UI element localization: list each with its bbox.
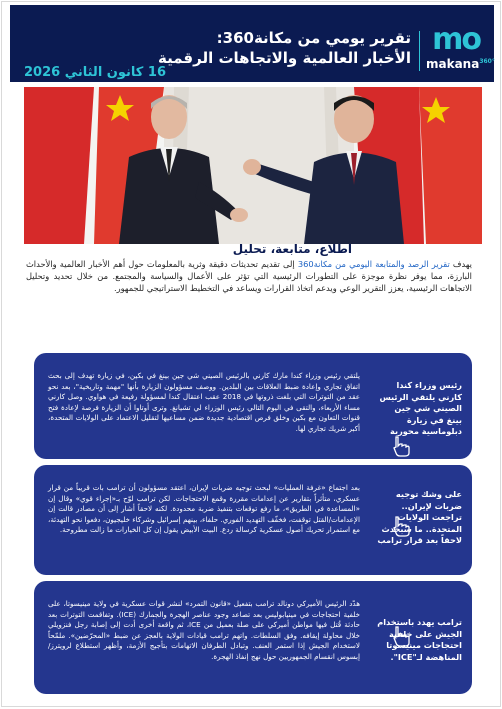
pointing-hand-icon	[392, 435, 412, 457]
news-headline: ترامب يهدد باستخدام الجيش على خلفية احتجاجات مينيسوتا المناهضة لـ"ICE".	[377, 617, 462, 662]
intro-slogan: اطلاع، متابعة، تحليل	[232, 242, 352, 256]
header-divider	[419, 31, 420, 71]
report-title: تقرير يومي من مكانة360:	[216, 29, 411, 47]
news-body: بعد اجتماع «غرفة العمليات» لبحث توجيه ضربات لإيران، اعتقد مسؤولون أن ترامب بات قريباً من قرار عسكري، متأثراً بتقارير عن إعدامات مقررة وقمع الاحتجاجات. لكن ترامب لوّح بـ«إجراء قوي» وقال إن «المساعدة في الطريق»، ما رفع توقعات بتنفيذ ضربة محدودة. لكنه لاحقاً أشار إلى أن مصادر قالت إن الإعدامات/القتل توقفت، فخفّف التهديد الفوري. حلفاء، بينهم إسرائيل وشركاء خليجيون، دفعوا نحو التهدئة، مع استمرار تحريك أصول عسكرية كرسالة ردع. البيت الأبيض يقول إن كل الخيارات ما زالت مطروحة.	[48, 483, 360, 535]
intro-highlight: تقرير الرصد والمتابعة اليومي من مكانة360	[297, 259, 450, 269]
report-page	[1, 1, 501, 707]
intro-paragraph	[26, 258, 472, 294]
logo-word: makana	[426, 57, 480, 71]
intro-text-after: إلى تقديم تحديثات دقيقة وثرية بالمعلومات حول أهم الأخبار العالمية والأحداث البارزة، مما يوفر نظرة موجزة على التطورات الرئيسية التي تؤثر على الأعمال والسياسة والمجتمع. من خلال تحديد وتحليل الاتجاهات الرئيسية، يعزز التقرير الوعي ويدعم اتخاذ القرارات ويساعد في التخطيط الاستراتيجي للجمهور.	[26, 259, 472, 293]
news-card	[34, 581, 472, 694]
news-photo	[24, 87, 482, 244]
pointing-hand-icon	[392, 625, 412, 647]
news-headline: رئيس وزراء كندا كارني يلتقي الرئيس الصيني شي جين بينغ في زيارة دبلوماسية محورية	[379, 380, 462, 436]
news-card	[34, 353, 472, 459]
news-card	[34, 465, 472, 575]
logo-mark: mo	[432, 22, 480, 57]
makana-logo	[426, 22, 495, 80]
logo-sup: 360°	[479, 58, 495, 65]
news-body: هدّد الرئيس الأميركي دونالد ترامب بتفعيل «قانون التمرد» لنشر قوات عسكرية في ولاية مينيسوتا، على خلفية احتجاجات في مينيابوليس بعد تصاعد وجود عناصر الهجرة والجمارك (ICE). وتفاقمت التوترات بعد حادثة قُتل فيها مواطن أميركي على صلة بعميل من ICE، ثم واقعة أخرى أدت إلى إصابة رجل فنزويلي خلال محاولة إيقافه. وفق السلطات. واتهم ترامب قيادات الولاية بالعجز عن ضبط «المحرّضين». ملمّحاً لاستخدام الجيش إذا استمر العنف. وتبادل الطرفان الاتهامات بتأجيج الأزمة، وأظهر استطلاع لرويترز/إبسوس انقسام الجمهوريين حول نهج إنفاذ الهجرة.	[48, 599, 360, 661]
intro-text-before: يهدف	[449, 259, 472, 269]
news-headline: على وشك توجيه ضربات لإيران.. تراجعت الولايات المتحدة.. ما سبحدث لاحقاً بعد قرار ترامب	[377, 489, 462, 545]
report-date: 16 كانون الثاني 2026	[24, 65, 166, 80]
report-subtitle: الأخبار العالمية والاتجاهات الرقمية	[158, 49, 411, 67]
header-banner	[10, 5, 494, 82]
pointing-hand-icon	[392, 515, 412, 537]
news-body: يلتقي رئيس وزراء كندا مارك كارني بالرئيس الصيني شي جين بينغ في بكين، في زيارة تهدف إلى بحث اتفاق تجاري وإعادة ضبط العلاقات بين البلدين. ووصف مسؤولون الزيارة بأنها "مهمة وتاريخية"، بعد نحو عقد من التوترات التي بلغت ذروتها في 2018 عقب اعتقال كندا لمسؤولة رفيعة في هواوي. وصل كارني مساء الأربعاء، والتقى في اليوم التالي رئيس الوزراء لي تشيانغ. وترى أوتاوا أن الزيارة فرصة لإعادة فتح قنوات التعاون مع بكين وخلق فرص اقتصادية جديدة ضمن مساعيها لتقليل الاعتماد على الولايات المتحدة، أكبر شريك تجاري لها.	[48, 371, 361, 433]
